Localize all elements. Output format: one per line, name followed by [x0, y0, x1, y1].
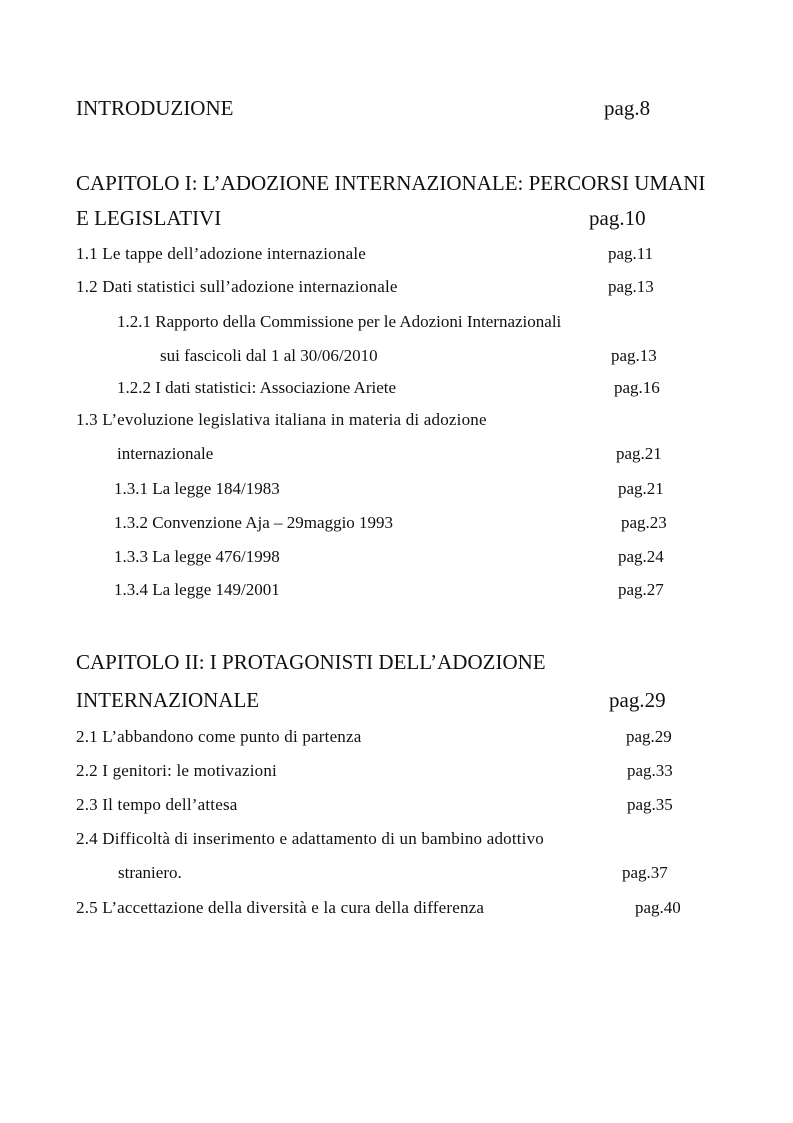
toc-entry-2-1-page: pag.29 [626, 727, 672, 746]
toc-entry-1-1-page: pag.11 [608, 244, 654, 263]
toc-cap2-page: pag.29 [609, 688, 666, 712]
toc-entry-2-4-page: pag.37 [622, 863, 668, 882]
toc-entry-2-2: 2.2 I genitori: le motivazioni [76, 761, 277, 780]
toc-entry-1-3-4: 1.3.4 La legge 149/2001 [114, 580, 280, 599]
toc-entry-1-3-3-page: pag.24 [618, 547, 664, 566]
toc-entry-1-2-2-page: pag.16 [614, 378, 660, 397]
toc-entry-1-2-1-page: pag.13 [611, 346, 657, 365]
toc-entry-1-3-4-page: pag.27 [618, 580, 664, 599]
toc-entry-1-2-1-cont: sui fascicoli dal 1 al 30/06/2010 [160, 346, 378, 365]
toc-entry-2-3: 2.3 Il tempo dell’attesa [76, 795, 238, 814]
toc-introduzione-page: pag.8 [604, 96, 651, 120]
toc-introduzione-title: INTRODUZIONE [76, 96, 234, 120]
toc-entry-1-2-1: 1.2.1 Rapporto della Commissione per le Adozioni Internazionali [117, 312, 562, 331]
toc-entry-1-2-2: 1.2.2 I dati statistici: Associazione Ariete [117, 378, 397, 397]
toc-cap2-title-line1: CAPITOLO II: I PROTAGONISTI DELL’ADOZIONE [76, 650, 546, 674]
toc-entry-1-3-1: 1.3.1 La legge 184/1983 [114, 479, 280, 498]
toc-entry-2-2-page: pag.33 [627, 761, 673, 780]
toc-cap2-title-line2: INTERNAZIONALE [76, 688, 260, 712]
toc-entry-1-3-2: 1.3.2 Convenzione Aja – 29maggio 1993 [114, 513, 394, 532]
toc-entry-1-1: 1.1 Le tappe dell’adozione internazionale [76, 244, 366, 263]
toc-entry-2-3-page: pag.35 [627, 795, 673, 814]
toc-entry-1-3: 1.3 L’evoluzione legislativa italiana in materia di adozione [76, 410, 487, 429]
toc-cap1-title-line1: CAPITOLO I: L’ADOZIONE INTERNAZIONALE: PERCORSI UMANI [76, 171, 706, 195]
toc-entry-1-3-3: 1.3.3 La legge 476/1998 [114, 547, 280, 566]
toc-entry-1-2: 1.2 Dati statistici sull’adozione internazionale [76, 277, 398, 296]
toc-entry-1-3-2-page: pag.23 [621, 513, 667, 532]
toc-entry-2-5: 2.5 L’accettazione della diversità e la cura della differenza [76, 898, 485, 917]
toc-entry-1-3-1-page: pag.21 [618, 479, 664, 498]
toc-entry-1-2-page: pag.13 [608, 277, 654, 296]
toc-cap1-page: pag.10 [589, 206, 646, 230]
toc-cap1-title-line2: E LEGISLATIVI [76, 206, 222, 230]
toc-entry-1-3-cont: internazionale [117, 444, 214, 463]
toc-entry-2-5-page: pag.40 [635, 898, 681, 917]
toc-entry-2-4-cont: straniero. [118, 863, 182, 882]
toc-entry-1-3-page: pag.21 [616, 444, 662, 463]
toc-entry-2-1: 2.1 L’abbandono come punto di partenza [76, 727, 362, 746]
toc-entry-2-4: 2.4 Difficoltà di inserimento e adattamento di un bambino adottivo [76, 829, 545, 848]
